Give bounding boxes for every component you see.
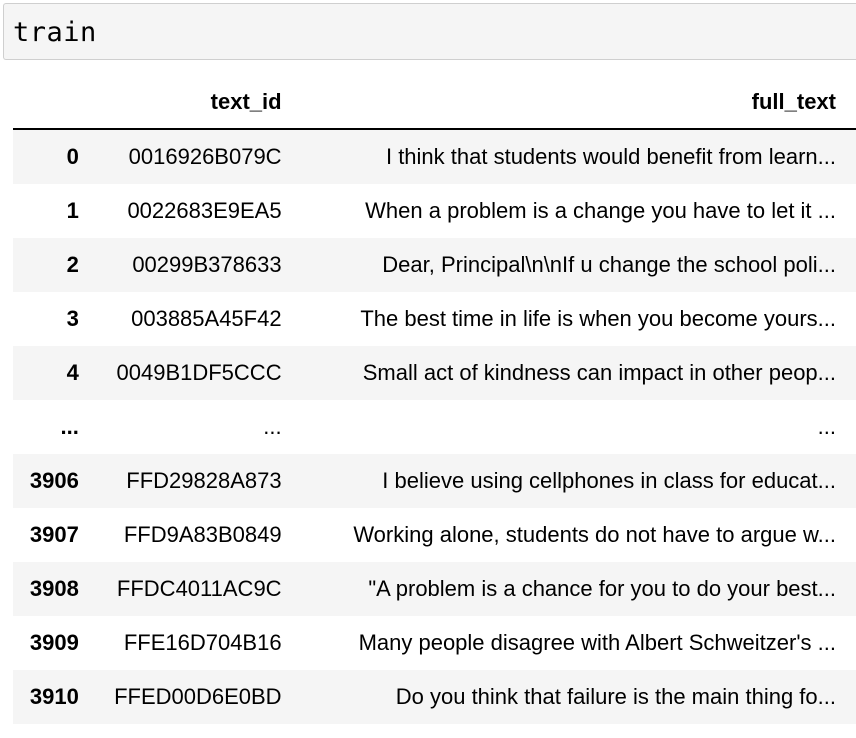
table-body (13, 129, 856, 724)
table-row (13, 129, 856, 184)
full-text-cell: "A problem is a chance for you to do your best... (368, 576, 836, 601)
text-id-cell: 003885A45F42 (131, 306, 282, 331)
text-id-cell: FFD29828A873 (126, 468, 282, 493)
full-text-cell: I believe using cellphones in class for educat... (382, 468, 836, 493)
full-text-cell: Dear, Principal\n\nIf u change the school poli... (382, 252, 836, 277)
full-text-cell: Do you think that failure is the main thing fo... (395, 684, 836, 709)
table-header (13, 76, 856, 129)
table-row (13, 292, 856, 346)
full-text-cell: The best time in life is when you become yours... (360, 306, 836, 331)
table-row (13, 184, 856, 238)
table-row (13, 346, 856, 400)
text-id-cell: 0022683E9EA5 (127, 198, 282, 223)
code-cell-input[interactable]: train (3, 3, 856, 60)
text-id-cell: 00299B378633 (132, 252, 282, 277)
table-row (13, 238, 856, 292)
ellipsis-row (13, 400, 856, 454)
text-id-column-header: text_id (80, 76, 282, 129)
table-row (13, 670, 856, 724)
full-text-column-header: full_text (282, 76, 856, 129)
row-index: 3909 (29, 630, 79, 655)
full-text-cell: When a problem is a change you have to let it ... (365, 198, 836, 223)
index-column-header (13, 76, 80, 129)
table-row (13, 562, 856, 616)
row-index: 3907 (29, 522, 79, 547)
full-text-cell: Small act of kindness can impact in other peop... (362, 360, 836, 385)
full-text-cell: ... (817, 414, 836, 439)
row-index: ... (60, 414, 79, 439)
text-id-cell: 0049B1DF5CCC (116, 360, 282, 385)
text-id-cell: ... (263, 414, 282, 439)
row-index: 4 (66, 360, 79, 385)
text-id-cell: FFE16D704B16 (123, 630, 282, 655)
table-row (13, 508, 856, 562)
dataframe-table (13, 76, 856, 724)
row-index: 3910 (29, 684, 79, 709)
text-id-cell: 0016926B079C (128, 144, 282, 169)
row-index: 1 (66, 198, 79, 223)
full-text-cell: I think that students would benefit from learn... (385, 144, 836, 169)
text-id-cell: FFD9A83B0849 (123, 522, 282, 547)
text-id-cell: FFDC4011AC9C (116, 576, 282, 601)
header-row (13, 76, 856, 129)
row-index: 3 (66, 306, 79, 331)
full-text-cell: Working alone, students do not have to argue w... (353, 522, 836, 547)
table-row (13, 454, 856, 508)
table-row (13, 616, 856, 670)
row-index: 3908 (29, 576, 79, 601)
row-index: 2 (66, 252, 79, 277)
row-index: 3906 (29, 468, 79, 493)
text-id-cell: FFED00D6E0BD (114, 684, 282, 709)
full-text-cell: Many people disagree with Albert Schweitzer's ... (358, 630, 836, 655)
row-index: 0 (66, 144, 79, 169)
